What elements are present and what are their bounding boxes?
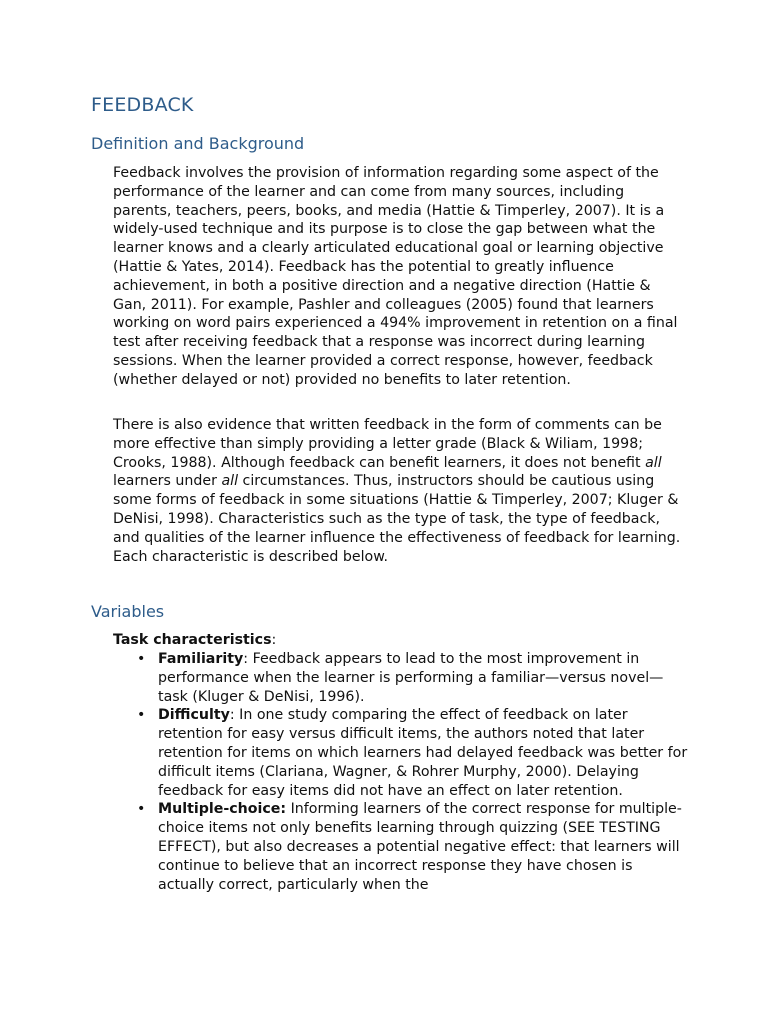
- task-characteristics-term: Task characteristics: [113, 632, 272, 648]
- paragraph-evidence-part-b: learners under: [113, 473, 222, 490]
- emphasis-all-2: all: [221, 473, 239, 490]
- list-item-term: Familiarity: [158, 651, 244, 667]
- task-characteristics-label: [113, 631, 276, 650]
- document-title: FEEDBACK: [91, 94, 194, 116]
- bullet-icon: •: [137, 651, 146, 667]
- paragraph-evidence: [113, 416, 683, 566]
- section-heading-definition: Definition and Background: [91, 134, 305, 153]
- list-item-text: : In one study comparing the effect of feedback on later retention for easy versus difficult items, the authors noted that later retention for items on which learners had delayed feedback was better for difficult items (Clariana, Wagner, & Rohrer Murphy, 2000). Delaying feedback for easy items did not have an effect on later retention.: [158, 707, 688, 799]
- bullet-icon: •: [137, 707, 146, 724]
- section-heading-variables: Variables: [91, 602, 165, 621]
- task-characteristics-colon: :: [271, 632, 277, 648]
- paragraph-definition: Feedback involves the provision of information regarding some aspect of the performance of the learner and can come from many sources, including parents, teachers, peers, books, and media (Hattie & Timperley, 2007). It is a widely-used technique and its purpose is to close the gap between what the learner knows and a clearly articulated educational goal or learning objective (Hattie & Yates, 2014). Feedback has the potential to greatly influence achievement, in both a positive direction and a negative direction (Hattie & Gan, 2011). For example, Pashler and colleagues (2005) found that learners working on word pairs experienced a 494% improvement in retention on a final test after receiving feedback that a response was incorrect during learning sessions. When the learner provided a correct response, however, feedback (whether delayed or not) provided no benefits to later retention.: [113, 165, 678, 388]
- list-item-familiarity: [113, 650, 688, 706]
- task-characteristics-list: [113, 650, 688, 894]
- list-item-difficulty: [113, 706, 688, 800]
- list-item-term: Difficulty: [158, 707, 230, 724]
- paragraph-evidence-part-a: There is also evidence that written feedback in the form of comments can be more effective than simply providing a letter grade (Black & Wiliam, 1998; Crooks, 1988). Although feedback can benefit learners, it does not benefit: [113, 417, 662, 471]
- list-item-term: Multiple-choice:: [158, 801, 287, 818]
- emphasis-all-1: all: [645, 454, 662, 471]
- paragraph-evidence-part-c: circumstances. Thus, instructors should be cautious using some forms of feedback in some situations (Hattie & Timperley, 2007; Kluger & DeNisi, 1998). Characteristics such as the type of task, the type of feedback, and qualities of the learner influence the effectiveness of feedback for learning. Each characteristic is described below.: [113, 473, 681, 565]
- bullet-icon: •: [137, 801, 146, 818]
- list-item-multiple-choice: [113, 800, 688, 894]
- list-item-text: Informing learners of the correct response for multiple-choice items not only benefits learning through quizzing (SEE TESTING EFFECT), but also decreases a potential negative effect: that learners will continue to believe that an incorrect response they have chosen is actually correct, particularly when the: [158, 801, 682, 893]
- list-item-text: : Feedback appears to lead to the most improvement in performance when the learner is performing a familiar—versus novel—task (Kluger & DeNisi, 1996).: [158, 651, 664, 705]
